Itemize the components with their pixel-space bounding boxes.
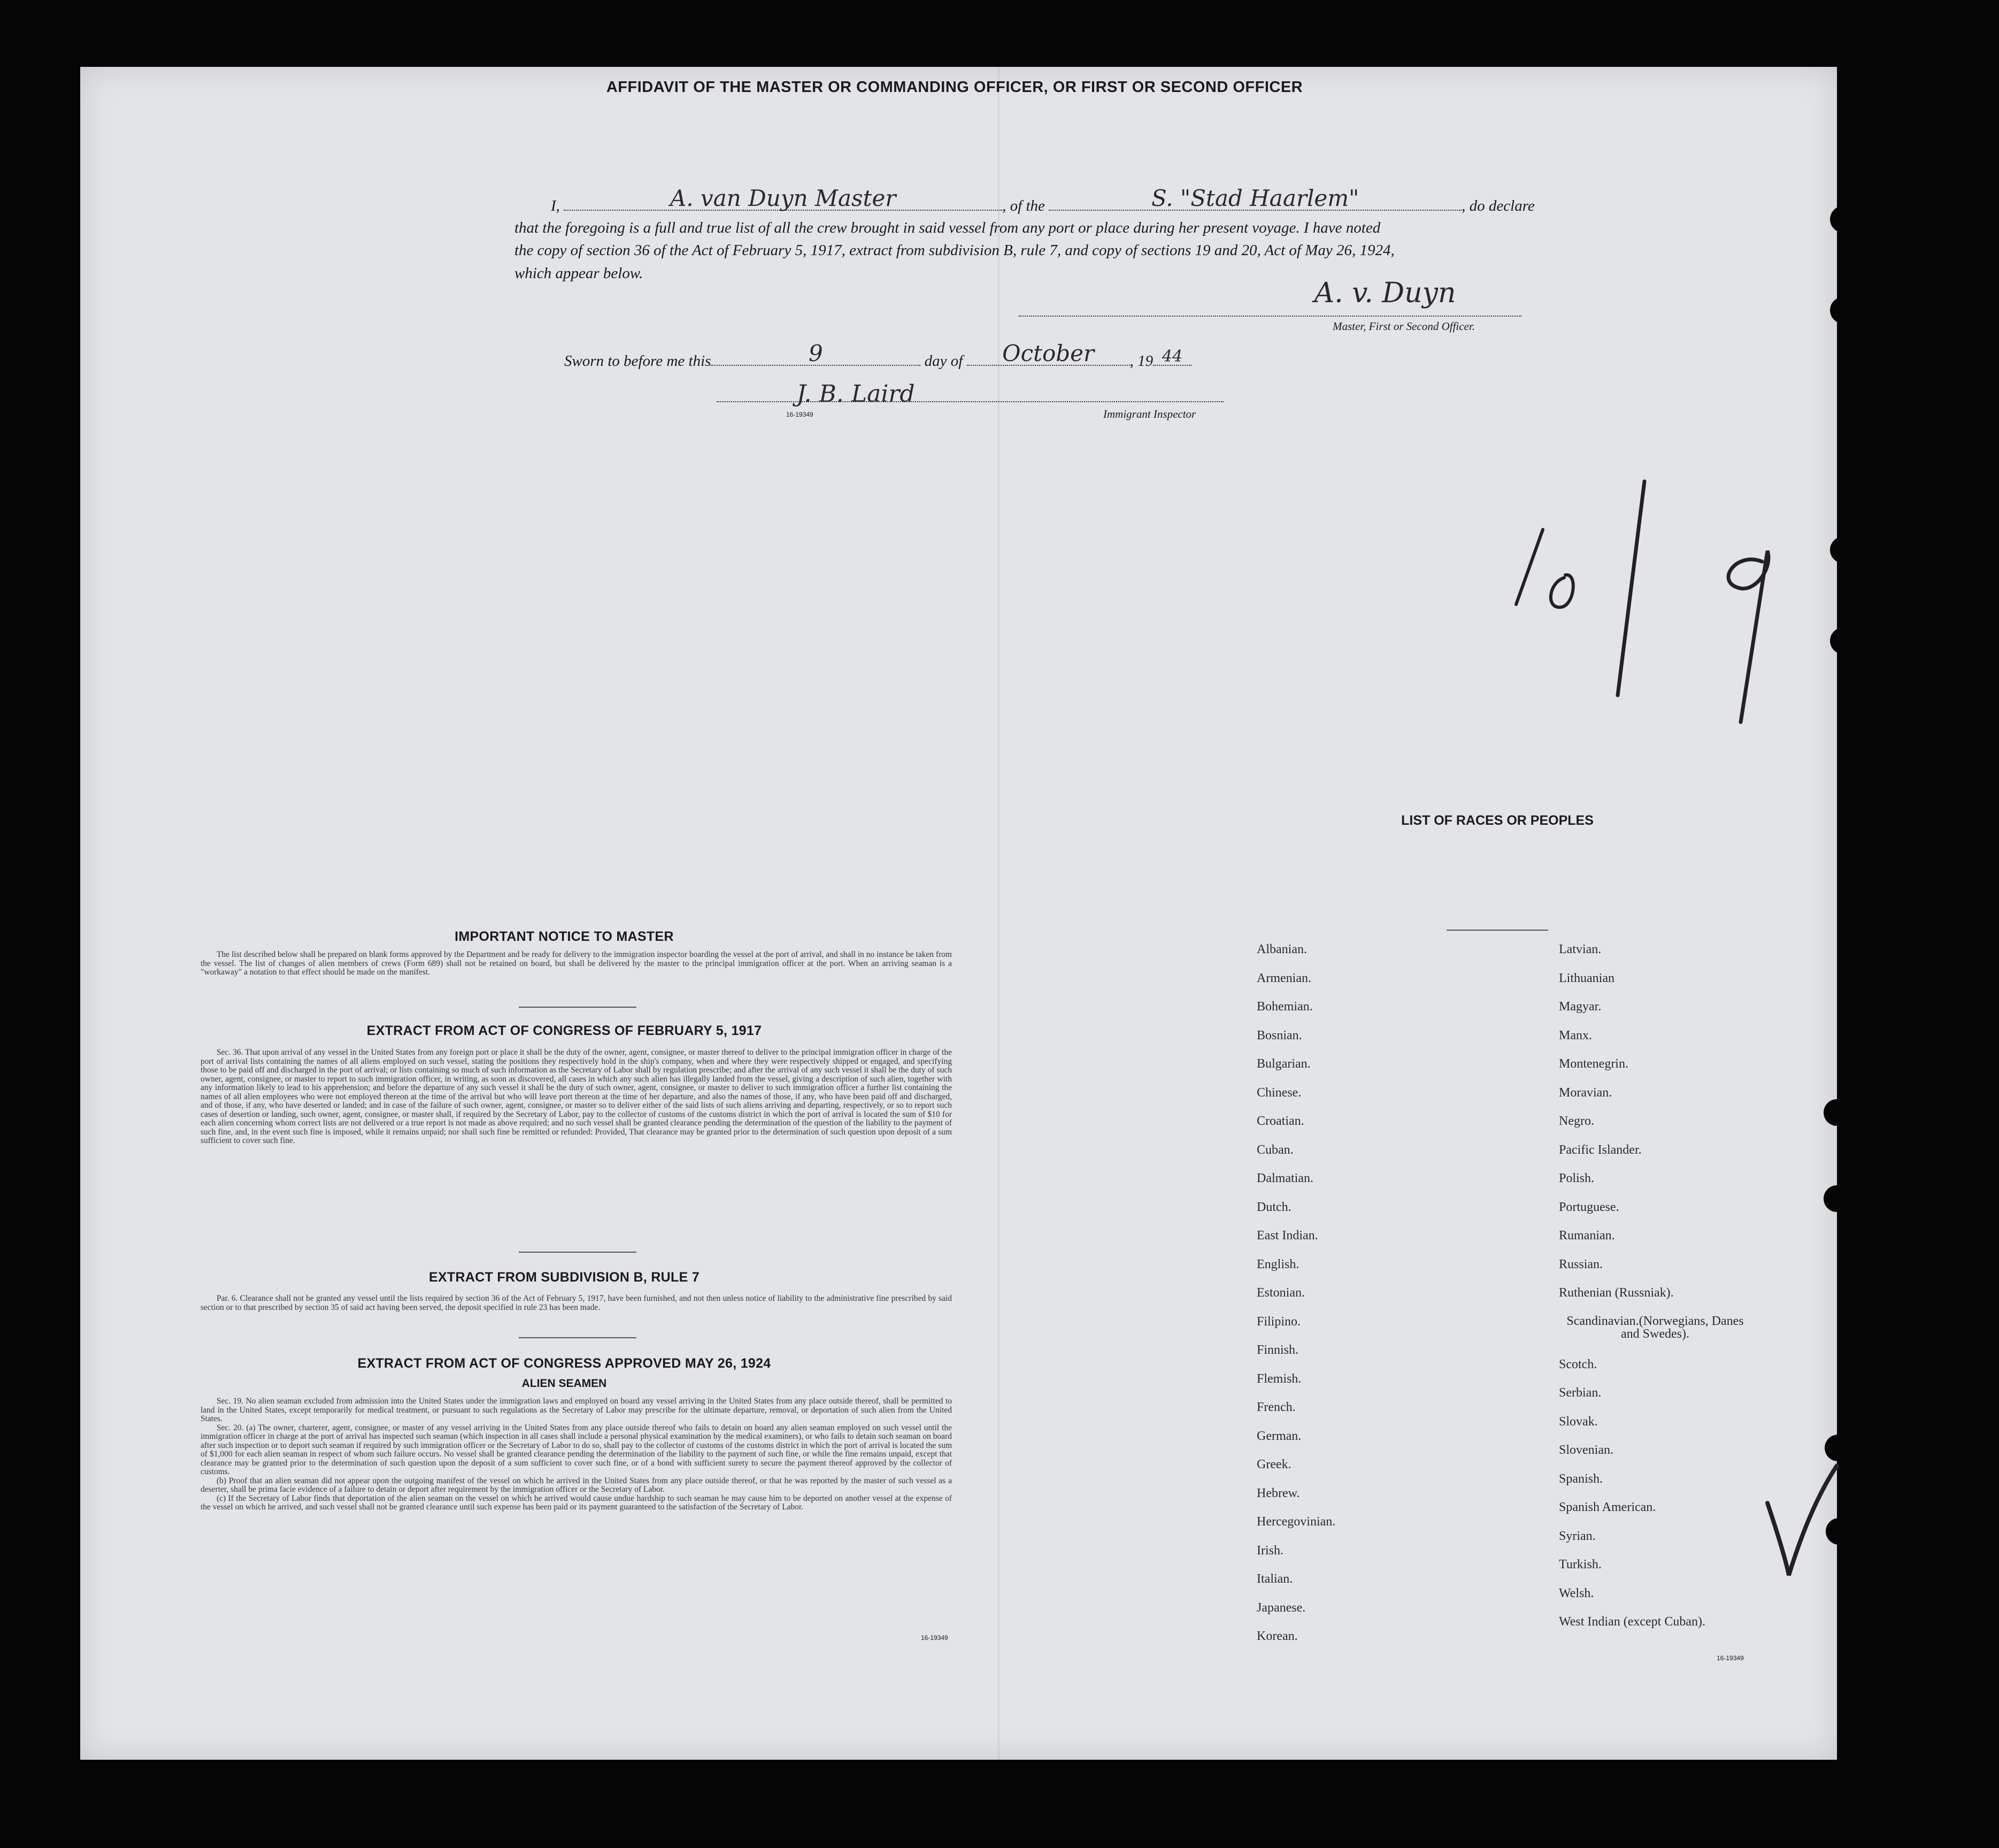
alien-seamen-subtitle: ALIEN SEAMEN bbox=[521, 1377, 607, 1390]
affidavit-declare: , do declare bbox=[1462, 197, 1535, 214]
inspector-signature: J. B. Laird bbox=[796, 380, 915, 408]
divider bbox=[519, 1337, 636, 1338]
notice-text: The list described below shall be prepared on blank forms approved by the Department and be ready for delivery to the immigration inspector boarding the vessel at the port of arrival, and shall in no instance be taken from the vessel. The list of changes of alien members of crews (Form 689) shall not be retained on board, but shall be delivered by the master to the principal immigration officer at the port. When an arriving seaman is a "workaway" a notation to that effect should be made on the manifest. bbox=[201, 950, 952, 977]
races-form-number: 16-19349 bbox=[1717, 1654, 1744, 1662]
race-item: Latvian. bbox=[1559, 942, 1602, 956]
race-item: Serbian. bbox=[1559, 1386, 1602, 1400]
extract-rule7-title: EXTRACT FROM SUBDIVISION B, RULE 7 bbox=[428, 1270, 700, 1285]
extract-1917-title: EXTRACT FROM ACT OF CONGRESS OF FEBRUARY 5, 1917 bbox=[366, 1023, 762, 1038]
race-item: Greek. bbox=[1257, 1458, 1291, 1471]
extract-rule7-block bbox=[201, 1294, 952, 1312]
race-item: Bohemian. bbox=[1257, 1000, 1313, 1014]
race-item: Filipino. bbox=[1257, 1314, 1301, 1329]
date-annotation-drawing bbox=[1500, 471, 1800, 738]
affidavit-of-the: , of the bbox=[1002, 197, 1045, 214]
race-item: Turkish. bbox=[1559, 1558, 1602, 1571]
race-item: Finnish. bbox=[1257, 1343, 1299, 1357]
sworn-day-of: day of bbox=[924, 352, 963, 370]
punch-hole bbox=[1830, 627, 1857, 654]
inspector-form-number: 16-19349 bbox=[786, 411, 813, 418]
race-item: Montenegrin. bbox=[1559, 1057, 1628, 1071]
sec-20c-text: (c) If the Secretary of Labor finds that deportation of the alien seaman on the vessel on which he arrived would cause undue hardship to such seaman he may cause him to be deported on another vessel at the expense of the vessel on which he arrived, and such vessel shall not be granted clearance until such expense has been paid or its payment guaranteed to the satisfaction of the Secretary of Labor. bbox=[201, 1493, 952, 1512]
race-item: Hebrew. bbox=[1257, 1486, 1300, 1500]
race-item: Polish. bbox=[1559, 1171, 1595, 1185]
affidavit-title: AFFIDAVIT OF THE MASTER OR COMMANDING OFFICER, OR FIRST OR SECOND OFFICER bbox=[606, 79, 1303, 96]
race-item: Slovak. bbox=[1559, 1414, 1598, 1429]
sec-19-text: Sec. 19. No alien seaman excluded from admission into the United States under the immigration laws and employed on board any vessel arriving in the United States from any place outside thereof, shall be permitted to land in the United States, except temporarily for medical treatment, or pursuant to such regulations as the Secretary of Labor may prescribe for the ultimate departure, removal, or deportation of such alien from the United States. bbox=[201, 1397, 952, 1423]
races-title: LIST OF RACES OR PEOPLES bbox=[1401, 813, 1594, 828]
affidavit-line-3: the copy of section 36 of the Act of February 5, 1917, extract from subdivision B, rule 7, and copy of sections 19 and 20, Act of May 26, 1924, bbox=[514, 242, 1395, 259]
race-item: Russian. bbox=[1559, 1257, 1603, 1271]
divider bbox=[519, 1252, 636, 1253]
sworn-day-field bbox=[711, 340, 920, 366]
sec-20a-text: Sec. 20. (a) The owner, charterer, agent, consignee, or master of any vessel arriving in the United States from any place outside thereof who fails to detain on board any alien seaman employed on such vessel until the immigration officer in charge at the port of arrival has inspected such seaman (which inspection in all cases shall include a personal physical examination by the medical examiners), or who fails to detain such seaman on board after such inspection or to deport such seaman if required by such immigration officer or the Secretary of Labor to do so, shall pay to the collector of customs of the customs district in which the port of arrival is located the sum of $1,000 for each alien seaman in respect of whom such failure occurs. No vessel shall be granted clearance pending the determination of the liability to the payment of such fine, or while the fine remains unpaid, except that clearance may be granted prior to the determination of such question upon the deposit of a sum sufficient to cover such fine, or of a bond with sufficient surety to secure the payment thereof approved by the collector of customs. bbox=[201, 1423, 952, 1476]
race-item: Magyar. bbox=[1559, 1000, 1602, 1014]
affidavit-prefix: I, bbox=[551, 197, 560, 214]
race-item: Bosnian. bbox=[1257, 1028, 1302, 1042]
sec-20b-text: (b) Proof that an alien seaman did not appear upon the outgoing manifest of the vessel on which he arrived in the United States from any place outside thereof, or that he was reported by the master of such vessel as a deserter, shall be prima facie evidence of a failure to detain or deport after requirement by the immigration officer or the Secretary of Labor. bbox=[201, 1476, 952, 1494]
race-item: Flemish. bbox=[1257, 1371, 1302, 1386]
extract-1924-block bbox=[201, 1397, 952, 1512]
sworn-line bbox=[564, 340, 1191, 370]
race-item: Negro. bbox=[1559, 1114, 1594, 1128]
race-item: Croatian. bbox=[1257, 1114, 1304, 1128]
extract-1917-text: Sec. 36. That upon arrival of any vessel in the United States from any foreign port or place it shall be the duty of the owner, agent, consignee, or master thereof to deliver to the principal immigration officer in charge of the port of arrival lists containing the names of all aliens employed on such vessel, stating the positions they respectively hold in the ship's company, when and where they were respectively shipped or engaged, and specifying those to be paid off and discharged in the port of arrival; or lists containing so much of such information as the Secretary of Labor shall by regulation prescribe; and after the arrival of any such vessel it shall be the duty of such owner, agent, consignee, or master to report to such immigration officer, in writing, as soon as discovered, all cases in which any such alien has illegally landed from the vessel, giving a description of such alien, together with any information likely to lead to his apprehension; and before the departure of any such vessel it shall be the duty of such owner, agent, consignee, or master to deliver to such immigration officer a further list containing the names of all alien employees who were not employed thereon at the time of the arrival but who will leave port thereon at the time of her departure, and also the names of those, if any, who have been paid off and discharged, and of those, if any, who have deserted or landed; and in case of the failure of such owner, agent, consignee, or master so to deliver either of the said lists of such aliens arriving and departing, respectively, or so to report such cases of desertion or landing, such owner, agent, consignee, or master shall, if required by the Secretary of Labor, pay to the collector of customs of the customs district in which the port of arrival is located the sum of $10 for each alien concerning whom correct lists are not delivered or a true report is not made as above required; and no such vessel shall be granted clearance pending the determination of the question of the liability to the payment of such fine, and, in the event such fine is imposed, while it remains unpaid; nor shall such fine be remitted or refunded: Provided, That clearance may be granted prior to the determination of such question upon deposit of a sum sufficient to cover such fine. bbox=[201, 1048, 952, 1145]
inspector-signature-line bbox=[717, 401, 1224, 402]
sworn-prefix: Sworn to before me this bbox=[564, 352, 711, 370]
race-item: Dalmatian. bbox=[1257, 1171, 1313, 1185]
race-item: Japanese. bbox=[1257, 1600, 1306, 1615]
race-item: French. bbox=[1257, 1400, 1296, 1414]
race-item: Hercegovinian. bbox=[1257, 1515, 1336, 1529]
race-item: West Indian (except Cuban). bbox=[1559, 1615, 1705, 1629]
affidavit-line-4: which appear below. bbox=[514, 265, 643, 282]
race-item: Pacific Islander. bbox=[1559, 1142, 1642, 1157]
race-item: Syrian. bbox=[1559, 1529, 1596, 1543]
check-mark-drawing bbox=[1757, 1455, 1842, 1583]
race-item: Albanian. bbox=[1257, 942, 1307, 956]
punch-hole bbox=[1824, 1185, 1850, 1212]
date-annotation bbox=[1500, 471, 1800, 741]
master-signature-line bbox=[1019, 316, 1521, 317]
fold-line bbox=[998, 67, 1000, 1760]
sworn-year-prefix: , 19 bbox=[1129, 352, 1154, 370]
race-item: German. bbox=[1257, 1429, 1302, 1443]
race-item: Scotch. bbox=[1559, 1357, 1597, 1371]
race-item: Spanish American. bbox=[1559, 1500, 1656, 1514]
race-item: Italian. bbox=[1257, 1572, 1293, 1586]
inspector-label: Immigrant Inspector bbox=[1103, 408, 1196, 420]
notice-text-block bbox=[201, 950, 952, 977]
race-item: Manx. bbox=[1559, 1028, 1592, 1042]
divider bbox=[519, 1007, 636, 1008]
race-item: Dutch. bbox=[1257, 1200, 1291, 1214]
punch-hole bbox=[1830, 206, 1857, 233]
officer-name-handwritten: A. van Duyn Master bbox=[670, 185, 896, 211]
race-item: Portuguese. bbox=[1559, 1200, 1619, 1214]
punch-hole bbox=[1830, 297, 1857, 324]
affidavit-line-2: that the foregoing is a full and true list of all the crew brought in said vessel from any port or place during her present voyage. I have noted bbox=[514, 219, 1381, 236]
race-item: Scandinavian.(Norwegians, Danes and Swedes). bbox=[1566, 1314, 1744, 1341]
extract-1924-title: EXTRACT FROM ACT OF CONGRESS APPROVED MAY 26, 1924 bbox=[357, 1356, 771, 1371]
race-item: Irish. bbox=[1257, 1543, 1283, 1558]
check-mark-annotation bbox=[1757, 1455, 1842, 1586]
race-item: Moravian. bbox=[1559, 1085, 1612, 1100]
race-item: Armenian. bbox=[1257, 971, 1311, 985]
master-signature: A. v. Duyn bbox=[1314, 277, 1456, 309]
sworn-month-handwritten: October bbox=[1002, 340, 1095, 366]
race-item: Lithuanian bbox=[1559, 971, 1614, 985]
race-item: Cuban. bbox=[1257, 1142, 1294, 1157]
sworn-day-handwritten: 9 bbox=[809, 340, 823, 366]
punch-hole bbox=[1824, 1099, 1850, 1126]
race-item: Korean. bbox=[1257, 1629, 1298, 1643]
master-label: Master, First or Second Officer. bbox=[1333, 320, 1475, 333]
extract-rule7-text: Par. 6. Clearance shall not be granted any vessel until the lists required by section 36 of the Act of February 5, 1917, have been furnished, and not then unless notice of liability to the administrative fine prescribed by said section or to that prescribed by section 35 of said act having been served, the deposit specified in rule 23 has been made. bbox=[201, 1294, 952, 1312]
race-item: Estonian. bbox=[1257, 1286, 1305, 1300]
race-item: Rumanian. bbox=[1559, 1229, 1615, 1243]
race-item: English. bbox=[1257, 1257, 1300, 1271]
vessel-name-field bbox=[1049, 185, 1462, 211]
sworn-year-handwritten: 44 bbox=[1162, 347, 1183, 366]
notice-title: IMPORTANT NOTICE TO MASTER bbox=[455, 929, 674, 944]
divider bbox=[1447, 930, 1548, 931]
sworn-month-field bbox=[967, 340, 1130, 366]
affidavit-line-1 bbox=[551, 185, 1535, 215]
punch-hole bbox=[1830, 536, 1857, 563]
extract-1917-block bbox=[201, 1048, 952, 1146]
race-item: East Indian. bbox=[1257, 1229, 1318, 1243]
race-item: Ruthenian (Russniak). bbox=[1559, 1286, 1674, 1300]
race-item: Welsh. bbox=[1559, 1586, 1594, 1600]
extract-form-number: 16-19349 bbox=[921, 1634, 948, 1642]
officer-name-field bbox=[564, 185, 1002, 211]
race-item: Chinese. bbox=[1257, 1085, 1302, 1100]
vessel-name-handwritten: S. "Stad Haarlem" bbox=[1151, 185, 1359, 211]
race-item: Spanish. bbox=[1559, 1471, 1603, 1486]
race-item: Bulgarian. bbox=[1257, 1057, 1311, 1071]
sworn-year-field bbox=[1153, 347, 1191, 366]
race-item: Slovenian. bbox=[1559, 1443, 1613, 1457]
